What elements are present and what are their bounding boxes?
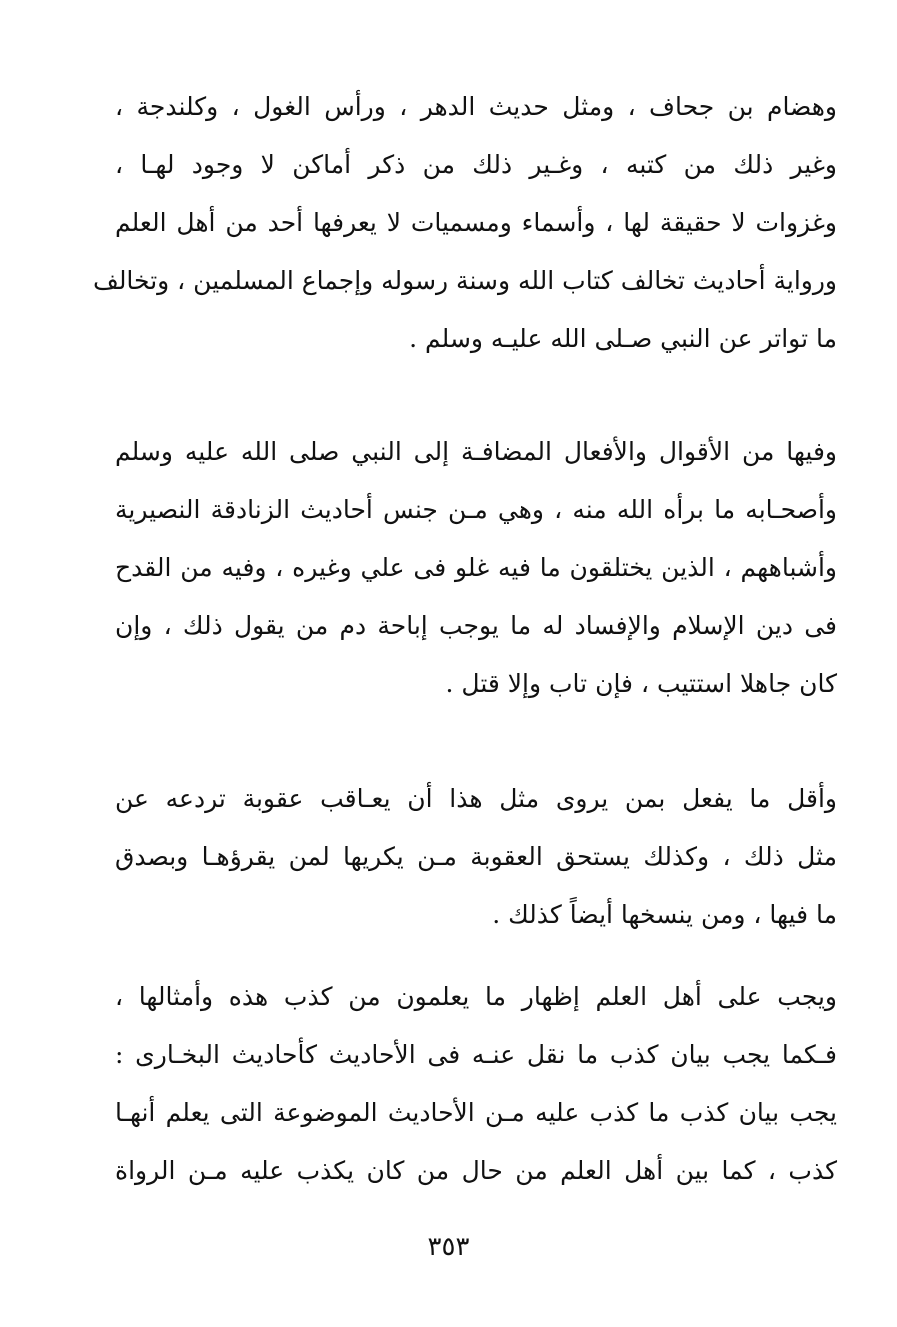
paragraph-line: فى دين الإسلام والإفساد له ما يوجب إباحة دم من يقول ذلك ، وإن: [115, 611, 837, 640]
paragraph-3: [115, 770, 837, 944]
paragraph-line: يجب بيان كذب ما كذب عليه مـن الأحاديث الموضوعة التى يعلم أنهـا: [115, 1098, 837, 1127]
paragraph-line: ورواية أحاديث تخالف كتاب الله وسنة رسوله وإجماع المسلمين ، وتخالف: [92, 266, 837, 295]
paragraph-line: وأصحـابه ما برأه الله منه ، وهي مـن جنس أحاديث الزنادقة النصيرية: [115, 495, 837, 524]
paragraph-line: كذب ، كما بين أهل العلم من حال من كان يكذب عليه مـن الرواة: [115, 1156, 837, 1185]
paragraph-line: وغزوات لا حقيقة لها ، وأسماء ومسميات لا يعرفها أحد من أهل العلم: [115, 208, 837, 237]
paragraph-line: ما فيها ، ومن ينسخها أيضاً كذلك .: [492, 900, 837, 929]
page-number: ٣٥٣: [427, 1232, 470, 1262]
paragraph-2: [115, 423, 837, 713]
paragraph-line: ويجب على أهل العلم إظهار ما يعلمون من كذب هذه وأمثالها ،: [115, 982, 837, 1011]
paragraph-line: فـكما يجب بيان كذب ما نقل عنـه فى الأحاديث كأحاديث البخـارى :: [115, 1040, 837, 1069]
paragraph-1: [92, 78, 837, 368]
paragraph-line: ما تواتر عن النبي صـلى الله عليـه وسلم .: [409, 324, 837, 353]
paragraph-line: وأقل ما يفعل بمن يروى مثل هذا أن يعـاقب عقوبة تردعه عن: [115, 784, 837, 813]
paragraph-line: وهضام بن جحاف ، ومثل حديث الدهر ، ورأس الغول ، وكلندجة ،: [115, 92, 837, 121]
paragraph-line: وغير ذلك من كتبه ، وغـير ذلك من ذكر أماكن لا وجود لهـا ،: [115, 150, 837, 179]
paragraph-line: وفيها من الأقوال والأفعال المضافـة إلى النبي صلى الله عليه وسلم: [115, 437, 837, 466]
paragraph-line: وأشباههم ، الذين يختلقون ما فيه غلو فى علي وغيره ، وفيه من القدح: [115, 553, 837, 582]
paragraph-line: مثل ذلك ، وكذلك يستحق العقوبة مـن يكريها لمن يقرؤهـا وبصدق: [115, 842, 837, 871]
paragraph-4: [115, 968, 837, 1200]
paragraph-line: كان جاهلا استتيب ، فإن تاب وإلا قتل .: [445, 669, 837, 698]
